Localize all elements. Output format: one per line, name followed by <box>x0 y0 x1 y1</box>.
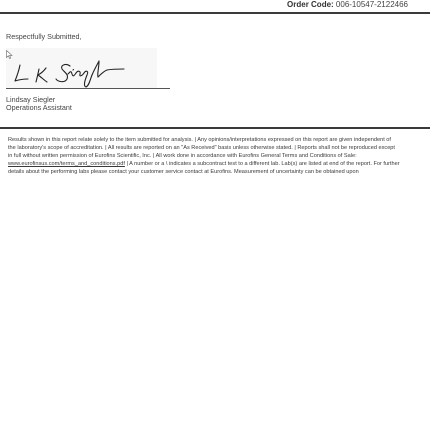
signature-drawing <box>6 48 157 88</box>
disclaimer-part1: Results shown in this report relate solely to the item submitted for analysis. | Any opinions/interpretations expressed on this report are given independent of the laboratory's scope of accreditation. | All results are reported on an "As Received" basis unless otherwise stated. | Reports shall not be reproduced except in full without written permission of Eurofins Scientific, Inc. | All work done in accordance with Eurofins General Terms and Conditions of Sale: <box>8 137 395 159</box>
order-code <box>287 0 408 10</box>
terms-link[interactable]: www.eurofinsus.com/terms_and_conditions.pdf <box>8 160 125 167</box>
mouse-cursor-icon <box>6 50 13 59</box>
footer-divider <box>0 127 430 129</box>
signer-title: Operations Assistant <box>6 103 72 112</box>
order-code-label: Order Code: <box>287 0 334 9</box>
signature-image <box>6 48 157 88</box>
order-code-value: 006-10547-2122466 <box>335 0 408 9</box>
disclaimer-part2: | A number or a \ indicates a subcontract test to a different lab. Lab(s) are listed at end of the report. For further details about the performing labs please contact your customer service contact at Eurofins. Measurement of uncertainty can be obtained upon <box>8 160 400 175</box>
signer-name: Lindsay Siegler <box>6 95 56 104</box>
disclaimer-text <box>8 137 400 177</box>
header-divider <box>0 12 430 14</box>
closing-text: Respectfully Submitted, <box>6 32 82 41</box>
signature-line <box>6 88 170 89</box>
